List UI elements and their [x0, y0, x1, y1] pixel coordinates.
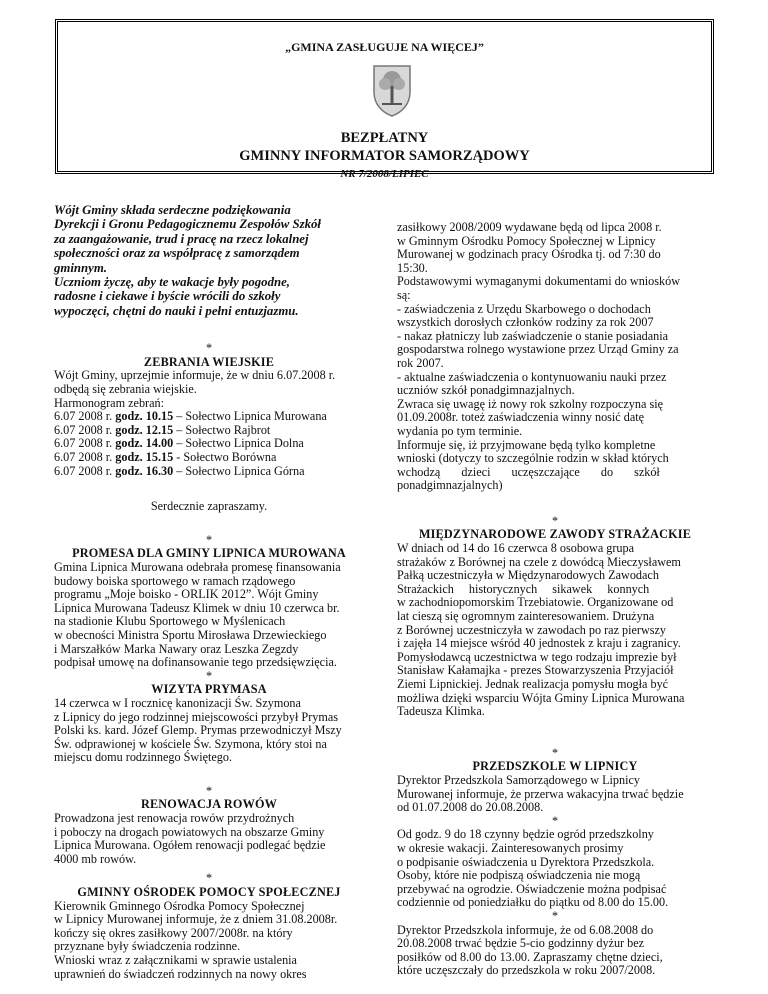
title-line1: BEZPŁATNY	[340, 130, 429, 146]
section-heading-promesa: PROMESA DLA GMINY LIPNICA MUROWANA	[72, 546, 346, 561]
intro-line: radosne i ciekawe i byście wrócili do szkoły	[54, 289, 281, 304]
intro-line: Uczniom życzę, aby te wakacje były pogodne,	[54, 275, 290, 290]
separator-star: *	[551, 908, 559, 923]
separator-star: *	[551, 513, 559, 528]
intro-line: wypoczęci, chętni do nauki i pełni entuzjazmu.	[54, 303, 299, 318]
header-box	[55, 19, 714, 180]
intro-line: społeczności oraz za współpracę z samorządem	[54, 246, 300, 261]
intro-greeting	[54, 203, 364, 318]
section-heading-zawody: MIĘDZYNARODOWE ZAWODY STRAŻACKIE	[418, 527, 692, 542]
przedszkole-body: Dyrektor Przedszkola Samorządowego w Lipnicy Murowanej informuje, że przerwa wakacyjna trwać będzie od 01.07.2008 do 20.08.2008. * Od godz. 9 do 18 czynny będzie ogród przedszkolny w okresie wakacji. Zainteresowanych prosimy o podpisanie oświadczenia u Dyrektora Przedszkola. Osoby, które nie podpiszą oświadczenia nie mogą przebywać na ogrodzie. Oświadczenie można podpisać codziennie od poniedziałku do piątku od 8.00 do 15.00. * Dyrektor Przedszkola informuje, że od 6.08.2008 do 20.08.2008 trwać będzie 5-cio godzinny dyżur bez posiłków od 8.00 do 13.00. Zapraszamy chętne dzieci, które uczęszczały do przedszkola w roku 2007/2008.	[397, 774, 713, 978]
separator-star: *	[205, 341, 213, 356]
prymas-body: 14 czerwca w I rocznicę kanonizacji Św. Szymona z Lipnicy do jego rodzinnej miejscowości przybył Prymas Polski ks. kard. Józef Glemp. Prymas przewodniczył Mszy Św. odprawionej w kościele Św. Szymona, który stoi na miejscu domu rodzinnego Świętego.	[54, 695, 342, 765]
schedule-row: 6.07 2008 r. godz. 15.15 - Sołectwo Borówna	[54, 450, 277, 464]
separator-star: *	[205, 668, 213, 683]
text-line: Harmonogram zebrań:	[54, 395, 164, 410]
intro-line: za zaangażowanie, trud i pracę na rzecz lokalnej	[54, 231, 309, 246]
issue-number: NR 7/2008/LIPIEC	[340, 168, 429, 180]
right-column	[397, 221, 713, 978]
left-column	[54, 203, 364, 981]
text-line: Wójt Gminy, uprzejmie informuje, że w dniu 6.07.2008 r.	[54, 368, 336, 383]
intro-line: Wójt Gminy składa serdeczne podziękowania	[54, 203, 291, 217]
promesa-body: Gmina Lipnica Murowana odebrała promesę finansowania budowy boiska sportowego w ramach rządowego programu „Moje boisko - ORLIK 2012”. Wójt Gminy Lipnica Murowana Tadeusz Klimek w dniu 10 czerwca br. na stadionie Klubu Sportowego w Myślenicach w obecności Ministra Sportu Mirosława Drzewieckiego i Marszałków Marka Nawary oraz Leszka Zegzdy podpisał umowę na dofinansowanie tego przedsięwzięcia.	[54, 559, 341, 670]
separator-star: *	[205, 532, 213, 547]
section-heading-renowacja: RENOWACJA ROWÓW	[140, 797, 278, 812]
text-line: odbędą się zebrania wiejskie.	[54, 382, 197, 397]
intro-line: gminnym.	[54, 260, 107, 275]
intro-line: Dyrekcji i Gronu Pedagogicznemu Zespołów Szkół	[54, 217, 321, 232]
section-heading-gops: GMINNY OŚRODEK POMOCY SPOŁECZNEJ	[77, 885, 341, 900]
separator-star: *	[551, 745, 559, 760]
schedule-row: 6.07 2008 r. godz. 16.30 – Sołectwo Lipnica Górna	[54, 463, 305, 478]
zawody-body: W dniach od 14 do 16 czerwca 8 osobowa grupa strażaków z Borównej na czele z dowódcą Mieczysławem Pałką uczestniczyła w Międzynarodowych Zawodach Strażackich historycznych sikawek konnych w zachodniopomorskim Trzebiatowie. Organizowane od lat cieszą się ogromnym zainteresowaniem. Drużyna z Borównej uczestniczyła w zawodach po raz pierwszy i zajęła 14 miejsce wśród 40 jednostek z kraju i zagranicy. Pomysłodawcą uczestnictwa w tego rodzaju imprezie był Stanisław Kałamajka - prezes Stowarzyszenia Przyjaciół Ziemi Lipnickiej. Jednak realizacja pomysłu mogła być możliwa dzięki wsparciu Wójta Gminy Lipnica Murowana Tadeusza Klimka.	[397, 541, 685, 719]
schedule-row: 6.07 2008 r. godz. 12.15 – Sołectwo Rajbrot	[54, 422, 271, 437]
renowacja-body: Prowadzona jest renowacja rowów przydrożnych i poboczy na drogach powiatowych na obszarze Gminy Lipnica Murowana. Ogółem renowacji podlegać będzie 4000 mb rowów.	[54, 811, 326, 866]
gops-continued: zasiłkowy 2008/2009 wydawane będą od lipca 2008 r. w Gminnym Ośrodku Pomocy Społecznej w Lipnicy Murowanej w godzinach pracy Ośrodka tj. od 7:30 do 15:30. Podstawowymi wymaganymi dokumentami do wniosków są: - zaświadczenia z Urzędu Skarbowego o dochodach wszystkich dorosłych członków rodziny za rok 2007 - nakaz płatniczy lub zaświadczenie o stanie posiadania gospodarstwa rolnego wystawione przez Urząd Gminy za rok 2007. - aktualne zaświadczenia o kontynuowaniu nauki przez uczniów szkół ponadgimnazjalnych. Zwraca się uwagę iż nowy rok szkolny rozpoczyna się 01.09.2008r. toteż zaświadczenia winny nosić datę wydania po tym terminie. Informuje się, iż przyjmowane będą tylko kompletne wnioski (dotyczy to szczególnie rodzin w skład których wchodzą dzieci uczęszczające do szkół ponadgimnazjalnych)	[397, 220, 681, 493]
separator-star: *	[205, 783, 213, 798]
motto: „GMINA ZASŁUGUJE NA WIĘCEJ”	[285, 40, 484, 54]
separator-star: *	[551, 813, 559, 828]
section-heading-przedszkole: PRZEDSZKOLE W LIPNICY	[472, 759, 638, 774]
section-heading-zebrania: ZEBRANIA WIEJSKIE	[143, 354, 275, 369]
section-heading-prymas: WIZYTA PRYMASA	[151, 682, 267, 697]
invitation-text: Serdecznie zapraszamy.	[150, 499, 268, 514]
gops-body: Kierownik Gminnego Ośrodka Pomocy Społecznej w Lipnicy Murowanej informuje, że z dniem 31.08.2008r. kończy się okres zasiłkowy 2007/2008r. na który przyznane były świadczenia rodzinne. Wnioski wraz z załącznikami w sprawie ustalenia uprawnień do świadczeń rodzinnych na nowy okres	[54, 898, 338, 981]
title-line2: GMINNY INFORMATOR SAMORZĄDOWY	[239, 148, 530, 164]
coat-of-arms-tree-icon	[370, 62, 414, 118]
meeting-schedule	[54, 410, 364, 478]
schedule-row: 6.07 2008 r. godz. 14.00 – Sołectwo Lipnica Dolna	[54, 436, 304, 451]
schedule-row: 6.07 2008 r. godz. 10.15 – Sołectwo Lipnica Murowana	[54, 409, 327, 424]
separator-star: *	[205, 871, 213, 886]
